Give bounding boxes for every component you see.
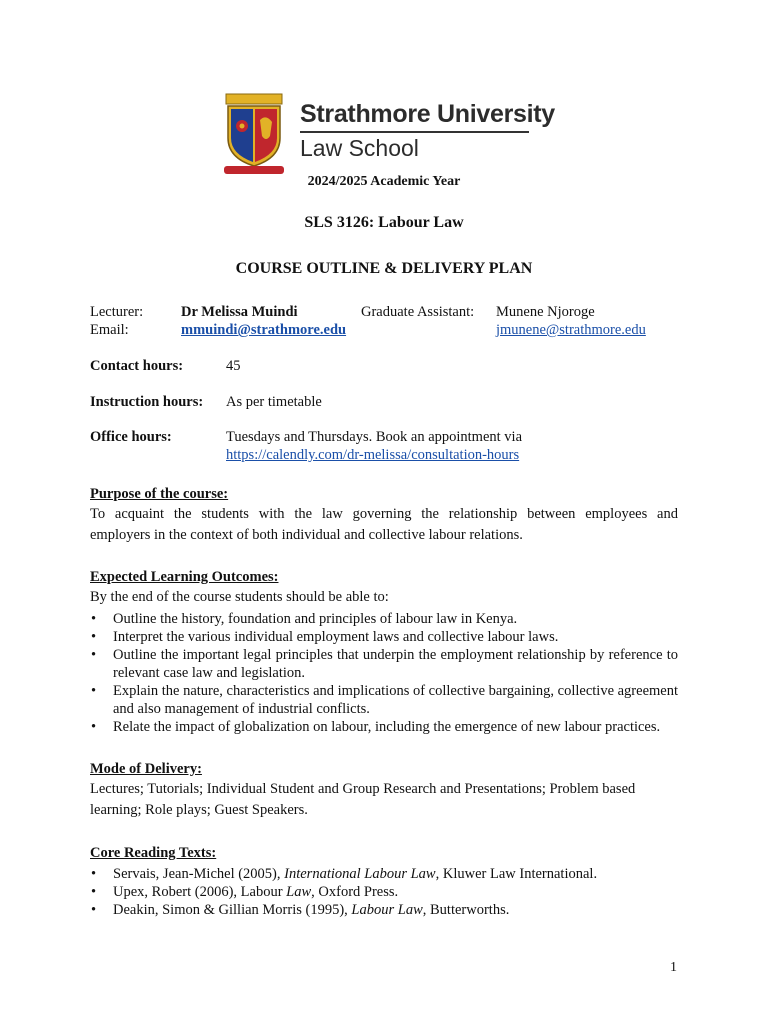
- purpose-line-1: To acquaint the students with the law governing the relationship between employees and: [90, 506, 678, 522]
- contact-hours-value: 45: [226, 358, 241, 374]
- reading-author: Servais, Jean-Michel (2005),: [113, 866, 285, 882]
- reading-title: Law: [286, 884, 312, 900]
- delivery-heading: Mode of Delivery:: [90, 761, 202, 777]
- university-logo: [222, 92, 555, 178]
- lecturer-name: Dr Melissa Muindi: [181, 304, 298, 320]
- instruction-hours-value: As per timetable: [226, 394, 322, 410]
- list-item: • Explain the nature, characteristics and implications of collective bargaining, collective agreement and also management of industrial conflicts.: [90, 682, 678, 718]
- reading-author: Upex, Robert (2006), Labour: [113, 884, 287, 900]
- logo-divider: [300, 131, 529, 133]
- logo-subtitle: Law School: [300, 135, 419, 161]
- office-hours-label: Office hours:: [90, 429, 172, 445]
- calendly-link[interactable]: https://calendly.com/dr-melissa/consultation-hours: [226, 447, 520, 463]
- lecturer-label: Lecturer:: [90, 304, 144, 320]
- delivery-text: [90, 779, 678, 821]
- reading-publisher: , Butterworths.: [422, 902, 510, 918]
- reading-publisher: , Oxford Press.: [311, 884, 399, 900]
- purpose-text: [90, 504, 678, 546]
- contact-hours-label: Contact hours:: [90, 358, 184, 374]
- ga-name: Munene Njoroge: [496, 304, 595, 320]
- logo-title: Strathmore University: [300, 100, 555, 128]
- reading-title: Labour Law: [351, 902, 423, 918]
- list-item: • Outline the important legal principles that underpin the employment relationship by reference to relevant case law and legislation.: [90, 646, 678, 682]
- reading-author: Deakin, Simon & Gillian Morris (1995),: [113, 902, 352, 918]
- office-hours-value: Tuesdays and Thursdays. Book an appointment via: [226, 429, 523, 445]
- university-crest-icon: [222, 92, 286, 176]
- ga-label: Graduate Assistant:: [361, 304, 475, 320]
- lecturer-email-link[interactable]: mmuindi@strathmore.edu: [181, 322, 347, 338]
- purpose-line-2: employers in the context of both individual and collective labour relations.: [90, 527, 523, 543]
- course-code: SLS 3126: Labour Law: [304, 214, 464, 231]
- email-label: Email:: [90, 322, 129, 338]
- list-item: [90, 865, 678, 883]
- document-title: COURSE OUTLINE & DELIVERY PLAN: [235, 260, 533, 277]
- list-item: [90, 883, 678, 901]
- outcomes-list: [90, 610, 678, 736]
- reading-title: International Labour Law: [284, 866, 436, 882]
- readings-heading: Core Reading Texts:: [90, 845, 217, 861]
- list-item: • Relate the impact of globalization on labour, including the emergence of new labour practices.: [90, 718, 678, 736]
- list-item: • Outline the history, foundation and principles of labour law in Kenya.: [90, 610, 678, 628]
- delivery-line-1: Lectures; Tutorials; Individual Student and Group Research and Presentations; Problem based: [90, 781, 636, 797]
- outcomes-heading: Expected Learning Outcomes:: [90, 569, 279, 585]
- purpose-heading: Purpose of the course:: [90, 486, 229, 502]
- academic-year: 2024/2025 Academic Year: [307, 174, 461, 189]
- list-item: [90, 901, 678, 919]
- ga-email-link[interactable]: jmunene@strathmore.edu: [496, 322, 646, 338]
- list-item: • Interpret the various individual employment laws and collective labour laws.: [90, 628, 678, 646]
- instruction-hours-label: Instruction hours:: [90, 394, 204, 410]
- readings-list: [90, 865, 678, 919]
- page-number: 1: [670, 960, 677, 975]
- reading-publisher: , Kluwer Law International.: [435, 866, 598, 882]
- delivery-line-2: learning; Role plays; Guest Speakers.: [90, 802, 308, 818]
- outcomes-intro: By the end of the course students should be able to:: [90, 589, 389, 605]
